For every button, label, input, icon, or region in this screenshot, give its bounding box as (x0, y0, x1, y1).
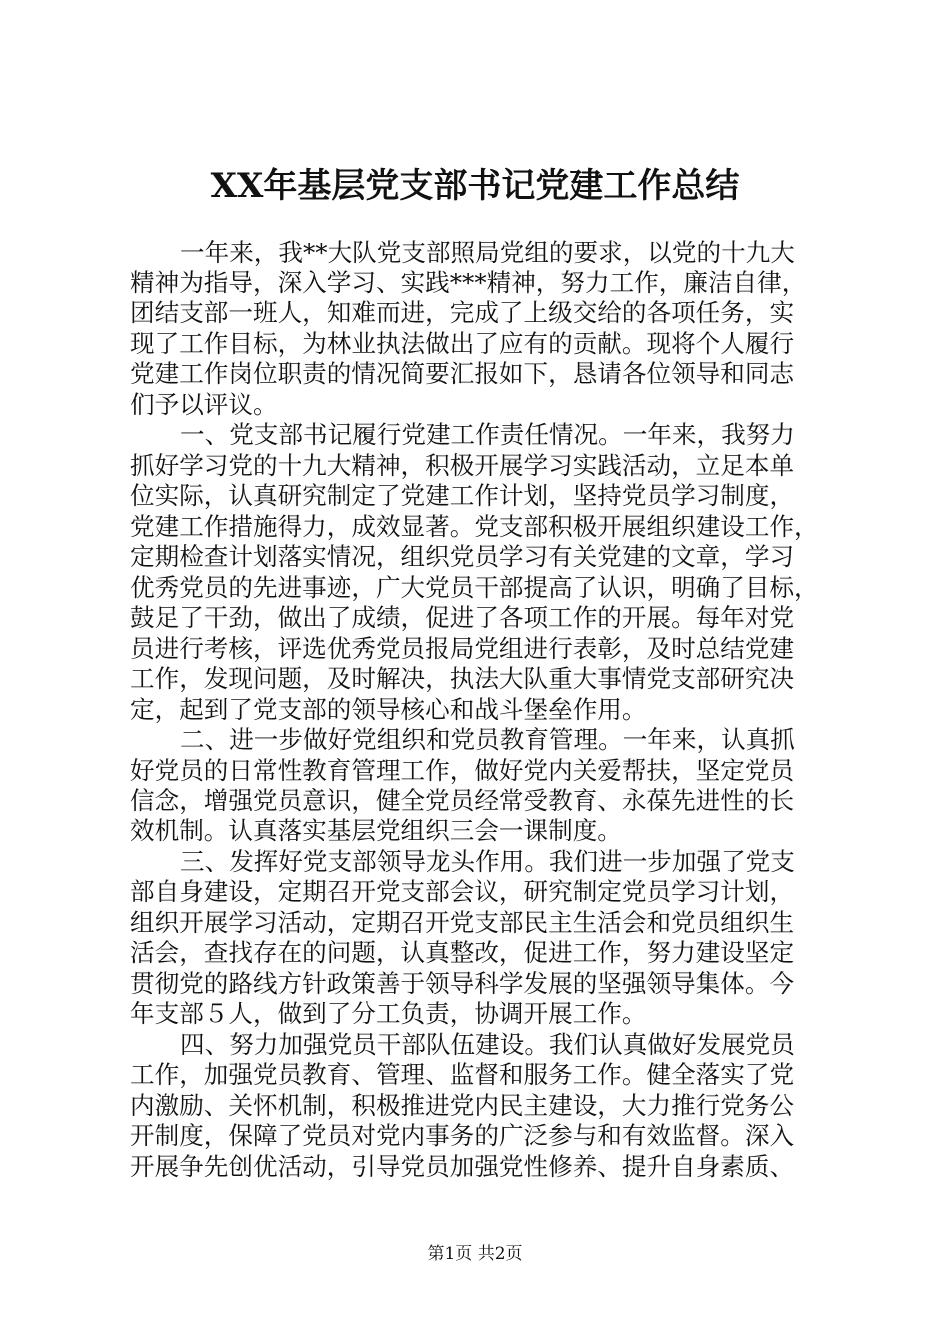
text-line: 活会，查找存在的问题，认真整改，促进工作，努力建设坚定 (130, 938, 795, 967)
text-line: 党建工作措施得力，成效显著。党支部积极开展组织建设工作， (130, 512, 819, 541)
page-title: XX年基层党支部书记党建工作总结 (210, 166, 740, 206)
text-line: 定期检查计划落实情况，组织党员学习有关党建的文章，学习 (130, 542, 795, 571)
text-line: 信念，增强党员意识，健全党员经常受教育、永葆先进性的长 (130, 786, 795, 815)
text-line: 鼓足了干劲，做出了成绩，促进了各项工作的开展。每年对党 (130, 603, 795, 632)
text-line: 二、进一步做好党组织和党员教育管理。一年来，认真抓 (180, 725, 795, 754)
text-line: 工作，加强党员教育、管理、监督和服务工作。健全落实了党 (130, 1060, 795, 1089)
text-line: 定，起到了党支部的领导核心和战斗堡垒作用。 (130, 695, 647, 724)
text-line: 党建工作岗位职责的情况简要汇报如下，恳请各位领导和同志 (130, 359, 795, 388)
text-line: 现了工作目标，为林业执法做出了应有的贡献。现将个人履行 (130, 329, 795, 358)
text-line: 部自身建设，定期召开党支部会议，研究制定党员学习计划， (130, 877, 795, 906)
text-line: 年支部５人，做到了分工负责，协调开展工作。 (130, 999, 647, 1028)
text-line: 员进行考核，评选优秀党员报局党组进行表彰，及时总结党建 (130, 634, 795, 663)
text-line: 四、努力加强党员干部队伍建设。我们认真做好发展党员 (180, 1030, 795, 1059)
page-footer: 第1页 共2页 (427, 1244, 523, 1264)
text-line: 贯彻党的路线方针政策善于领导科学发展的坚强领导集体。今 (130, 969, 795, 998)
text-line: 抓好学习党的十九大精神，积极开展学习实践活动，立足本单 (130, 451, 795, 480)
text-line: 内激励、关怀机制，积极推进党内民主建设，大力推行党务公 (130, 1091, 795, 1120)
text-line: 好党员的日常性教育管理工作，做好党内关爱帮扶，坚定党员 (130, 756, 795, 785)
text-line: 精神为指导，深入学习、实践***精神，努力工作，廉洁自律， (130, 268, 807, 297)
text-line: 三、发挥好党支部领导龙头作用。我们进一步加强了党支 (180, 847, 795, 876)
text-line: 优秀党员的先进事迹，广大党员干部提高了认识，明确了目标， (130, 573, 819, 602)
text-line: 效机制。认真落实基层党组织三会一课制度。 (130, 816, 622, 845)
text-line: 团结支部一班人，知难而进，完成了上级交给的各项任务，实 (130, 298, 795, 327)
text-line: 一年来，我**大队党支部照局党组的要求，以党的十九大 (180, 238, 795, 267)
text-line: 组织开展学习活动，定期召开党支部民主生活会和党员组织生 (130, 908, 795, 937)
text-line: 位实际，认真研究制定了党建工作计划，坚持党员学习制度， (130, 481, 795, 510)
text-line: 开制度，保障了党员对党内事务的广泛参与和有效监督。深入 (130, 1121, 795, 1150)
text-line: 工作，发现问题，及时解决，执法大队重大事情党支部研究决 (130, 664, 795, 693)
text-line: 们予以评议。 (130, 390, 278, 419)
text-line: 开展争先创优活动，引导党员加强党性修养、提升自身素质、 (130, 1152, 795, 1181)
text-line: 一、党支部书记履行党建工作责任情况。一年来，我努力 (180, 420, 795, 449)
